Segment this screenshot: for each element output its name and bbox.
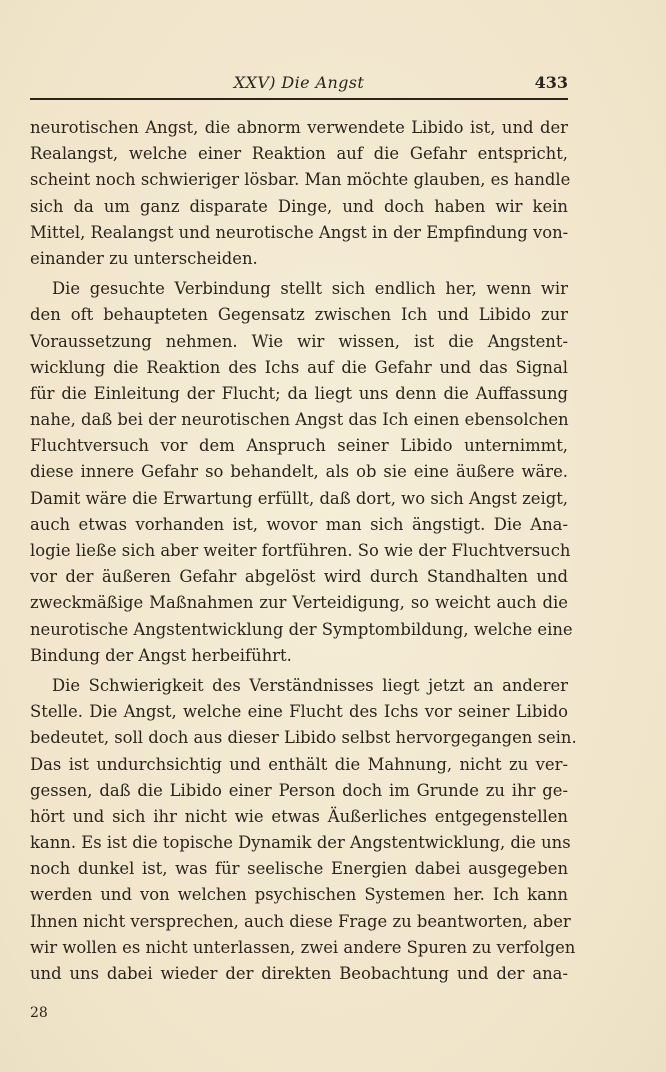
- text-line: Damit wäre die Erwartung erfüllt, daß dort, wo sich Angst zeigt,: [30, 488, 568, 508]
- text-line: Mittel, Realangst und neurotische Angst in der Empfindung von-: [30, 222, 569, 242]
- paragraph: [30, 115, 571, 272]
- text-line: Bindung der Angst herbeiführt.: [30, 645, 292, 665]
- running-head: XXV) Die Angst: [233, 73, 365, 92]
- text-line: Voraussetzung nehmen. Wie wir wissen, ist die Angstent-: [30, 331, 568, 351]
- text-line: logie ließe sich aber weiter fortführen. So wie der Fluchtversuch: [30, 541, 571, 560]
- paragraph: [30, 673, 577, 987]
- text-line: scheint noch schwieriger lösbar. Man möchte glauben, es handle: [30, 170, 571, 190]
- text-line: nahe, daß bei der neurotischen Angst das Ich einen ebensolchen: [30, 410, 569, 430]
- text-line: Ihnen nicht versprechen, auch diese Frage zu beantworten, aber: [30, 911, 571, 931]
- text-line: und uns dabei wieder der direkten Beobachtung und der ana-: [30, 964, 568, 983]
- text-line: Die gesuchte Verbindung stellt sich endlich her, wenn wir: [52, 279, 568, 299]
- text-line: diese innere Gefahr so behandelt, als ob sie eine äußere wäre.: [30, 462, 568, 482]
- text-line: wir wollen es nicht unterlassen, zwei andere Spuren zu verfolgen: [30, 937, 576, 957]
- text-line: für die Einleitung der Flucht; da liegt uns denn die Auffassung: [30, 383, 568, 403]
- text-line: vor der äußeren Gefahr abgelöst wird durch Standhalten und: [30, 567, 568, 587]
- text-line: Die Schwierigkeit des Verständnisses liegt jetzt an anderer: [52, 675, 568, 695]
- text-line: bedeutet, soll doch aus dieser Libido selbst hervorgegangen sein.: [30, 728, 577, 748]
- page-number: 433: [534, 73, 568, 92]
- text-line: zweckmäßige Maßnahmen zur Verteidigung, so weicht auch die: [30, 593, 568, 613]
- text-line: neurotischen Angst, die abnorm verwendete Libido ist, und der: [30, 118, 568, 137]
- text-line: Das ist undurchsichtig und enthält die Mahnung, nicht zu ver-: [30, 754, 568, 774]
- text-line: Stelle. Die Angst, welche eine Flucht des Ichs vor seiner Libido: [30, 702, 568, 722]
- page-header: [30, 72, 568, 96]
- paragraph: [30, 276, 573, 669]
- text-line: den oft behaupteten Gegensatz zwischen Ich und Libido zur: [30, 305, 568, 325]
- text-line: noch dunkel ist, was für seelische Energien dabei ausgegeben: [30, 859, 568, 879]
- text-line: neurotische Angstentwicklung der Symptombildung, welche eine: [30, 619, 573, 639]
- text-line: kann. Es ist die topische Dynamik der Angstentwicklung, die uns: [30, 833, 571, 853]
- text-line: werden und von welchen psychischen Systemen her. Ich kann: [30, 885, 568, 905]
- body-text: [30, 115, 577, 987]
- text-line: hört und sich ihr nicht wie etwas Äußerliches entgegenstellen: [30, 806, 568, 826]
- text-line: Fluchtversuch vor dem Anspruch seiner Libido unternimmt,: [30, 436, 568, 456]
- text-line: wicklung die Reaktion des Ichs auf die Gefahr und das Signal: [30, 357, 568, 377]
- signature-mark: 28: [30, 1005, 48, 1021]
- text-line: auch etwas vorhanden ist, wovor man sich ängstigt. Die Ana-: [30, 514, 568, 534]
- text-line: Realangst, welche einer Reaktion auf die Gefahr entspricht,: [30, 144, 568, 164]
- text-line: einander zu unterscheiden.: [30, 248, 258, 268]
- header-rule: [30, 98, 568, 100]
- text-line: sich da um ganz disparate Dinge, und doch haben wir kein: [30, 196, 568, 216]
- text-line: gessen, daß die Libido einer Person doch im Grunde zu ihr ge-: [30, 780, 568, 800]
